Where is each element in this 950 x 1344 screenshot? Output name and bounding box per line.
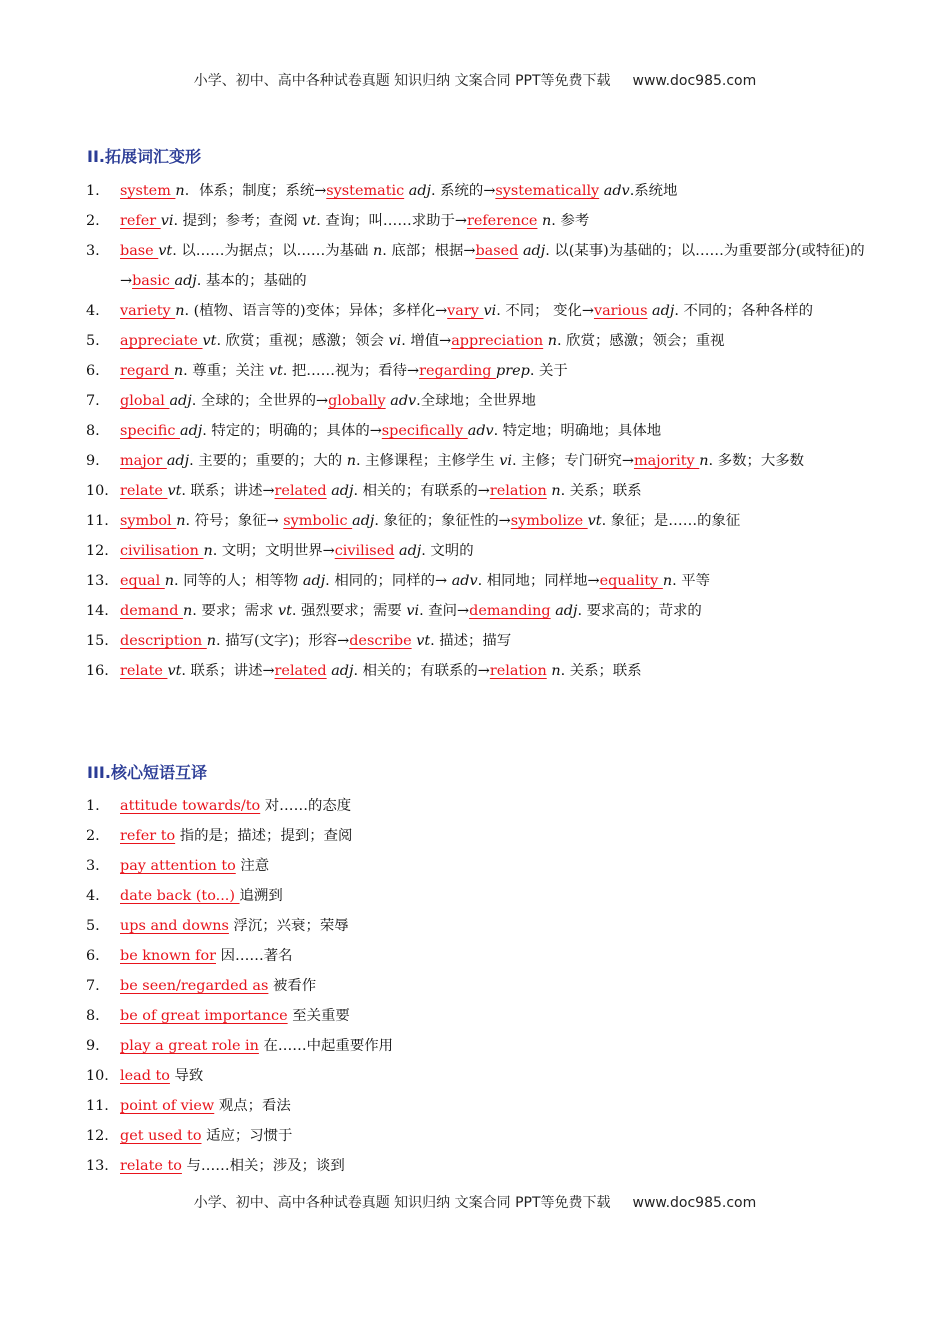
definition-text: . 强烈要求；需要	[291, 603, 407, 619]
definition-text: . 相关的；有联系的→	[353, 483, 490, 499]
item-number: 10.	[86, 483, 109, 499]
definition-text: . 提到；参考；查阅	[173, 213, 303, 229]
part-of-speech: adj	[180, 423, 203, 439]
vocab-item	[0, 206, 950, 236]
definition-text: . 文明的	[421, 543, 474, 559]
definition-text: . 全球的；全世界的→	[191, 393, 329, 409]
definition-text: ．体系；制度；系统→	[184, 183, 327, 199]
part-of-speech: vi	[160, 213, 174, 229]
answer-word: appreciation	[451, 333, 544, 349]
part-of-speech: n	[175, 303, 185, 319]
answer-phrase: date back (to...)	[120, 888, 240, 904]
phrase-item	[0, 1001, 950, 1031]
vocab-item	[0, 596, 950, 626]
item-number: 9.	[86, 453, 100, 469]
vocab-item	[0, 386, 950, 416]
header-url[interactable]: www.doc985.com	[632, 73, 757, 89]
phrase-meaning: 对……的态度	[260, 798, 352, 814]
item-number: 1.	[86, 798, 100, 814]
phrase-item	[0, 1061, 950, 1091]
definition-text: . 关系；联系	[560, 663, 642, 679]
part-of-speech: adj	[169, 393, 192, 409]
answer-word: variety	[120, 303, 176, 319]
answer-word: systematically	[495, 183, 600, 199]
item-number: 8.	[86, 1008, 100, 1024]
answer-word: refer	[120, 213, 161, 229]
answer-word: civilisation	[120, 543, 204, 559]
section-title-vocabulary: II.拓展词汇变形	[87, 147, 201, 166]
answer-word: relate	[120, 483, 168, 499]
item-number: 3.	[86, 243, 100, 259]
phrase-meaning: 观点；看法	[214, 1098, 291, 1114]
definition-text: . 文明；文明世界→	[212, 543, 335, 559]
part-of-speech: vt	[167, 483, 182, 499]
definition-text: . 相同的；同样的→	[325, 573, 452, 589]
answer-word: demand	[120, 603, 184, 619]
answer-phrase: be known for	[120, 948, 216, 964]
part-of-speech: adj	[408, 183, 431, 199]
answer-word: symbol	[120, 513, 177, 529]
phrase-meaning: 导致	[169, 1068, 204, 1084]
answer-phrase: be seen/regarded as	[120, 978, 269, 994]
item-number: 14.	[86, 603, 109, 619]
answer-phrase: relate to	[120, 1158, 182, 1174]
definition-text: . 不同； 变化→	[496, 303, 594, 319]
part-of-speech: vt	[202, 333, 217, 349]
answer-word: appreciate	[120, 333, 203, 349]
phrase-item	[0, 971, 950, 1001]
item-number: 5.	[86, 333, 100, 349]
phrase-meaning: 注意	[235, 858, 270, 874]
definition-text: . 象征；是……的象征	[601, 513, 741, 529]
definition-text: . 同等的人；相等物	[174, 573, 303, 589]
answer-word: related	[274, 483, 327, 499]
part-of-speech: vi	[483, 303, 497, 319]
item-number: 6.	[86, 948, 100, 964]
vocab-item	[0, 326, 950, 356]
answer-word: major	[120, 453, 167, 469]
part-of-speech: n	[547, 333, 558, 349]
part-of-speech: n	[173, 363, 184, 379]
phrase-item	[0, 941, 950, 971]
part-of-speech: n	[183, 603, 193, 619]
answer-word: based	[475, 243, 519, 259]
part-of-speech: vt	[268, 363, 283, 379]
definition-text: . 相同地；同样地→	[477, 573, 600, 589]
part-of-speech: n	[551, 663, 561, 679]
phrase-item	[0, 1091, 950, 1121]
definition-text: . 主要的；重要的；大的	[189, 453, 347, 469]
phrase-meaning: 适应；习惯于	[201, 1128, 293, 1144]
vocab-item	[0, 296, 950, 326]
vocab-item	[0, 536, 950, 566]
part-of-speech: vt	[158, 243, 173, 259]
phrase-item	[0, 1151, 950, 1181]
definition-text: . 主修课程；主修学生	[356, 453, 500, 469]
answer-word: related	[274, 663, 327, 679]
part-of-speech: adj	[399, 543, 422, 559]
vocab-item	[0, 356, 950, 386]
item-number: 4.	[86, 303, 100, 319]
vocab-item	[0, 446, 950, 476]
answer-word: describe	[349, 633, 412, 649]
phrase-meaning: 因……著名	[216, 948, 293, 964]
definition-text: . 联系；讲述→	[181, 663, 275, 679]
phrase-meaning: 追溯到	[239, 888, 283, 904]
vocab-item	[0, 626, 950, 656]
answer-word: civilised	[334, 543, 395, 559]
part-of-speech: n	[551, 483, 561, 499]
definition-text: . 增值→	[401, 333, 452, 349]
answer-word: systematic	[326, 183, 405, 199]
part-of-speech: adv	[390, 393, 417, 409]
vocab-item	[0, 656, 950, 686]
item-number: 4.	[86, 888, 100, 904]
vocab-item	[0, 506, 950, 536]
definition-text: . 以……为据点；以……为基础	[172, 243, 374, 259]
part-of-speech: n	[346, 453, 356, 469]
part-of-speech: adj	[302, 573, 326, 589]
part-of-speech: adj	[174, 273, 197, 289]
definition-text: . 平等	[672, 573, 711, 589]
answer-word: specific	[120, 423, 181, 439]
answer-phrase: play a great role in	[120, 1038, 259, 1054]
item-number: 13.	[86, 1158, 109, 1174]
definition-text: . 尊重；关注	[183, 363, 269, 379]
phrase-meaning: 在……中起重要作用	[258, 1038, 393, 1054]
part-of-speech: adj	[331, 663, 354, 679]
definition-text: . 特定的；明确的；具体的→	[202, 423, 382, 439]
answer-word: vary	[447, 303, 484, 319]
answer-word: demanding	[469, 603, 551, 619]
definition-text: . 关系；联系	[560, 483, 642, 499]
phrase-item	[0, 791, 950, 821]
answer-phrase: be of great importance	[120, 1008, 288, 1024]
part-of-speech: adv	[467, 423, 494, 439]
vocabulary-list	[0, 176, 950, 686]
item-number: 10.	[86, 1068, 109, 1084]
phrase-list	[0, 791, 950, 1181]
item-number: 12.	[86, 543, 109, 559]
item-number: 3.	[86, 858, 100, 874]
part-of-speech: prep	[496, 363, 530, 379]
answer-word: relation	[489, 663, 547, 679]
part-of-speech: n	[373, 243, 383, 259]
definition-text: . 不同的；各种各样的	[674, 303, 813, 319]
definition-text: . 描写(文字)；形容→	[216, 633, 350, 649]
item-number: 11.	[86, 513, 109, 529]
part-of-speech: vi	[406, 603, 420, 619]
answer-phrase: refer to	[120, 828, 176, 844]
part-of-speech: vt	[416, 633, 431, 649]
definition-text: .系统地	[629, 183, 678, 199]
vocab-item	[0, 176, 950, 206]
part-of-speech: vt	[587, 513, 602, 529]
page-header	[0, 70, 950, 90]
answer-word: base	[120, 243, 159, 259]
item-number: 2.	[86, 213, 100, 229]
part-of-speech: n	[164, 573, 175, 589]
part-of-speech: vt	[277, 603, 292, 619]
answer-word: equal	[120, 573, 165, 589]
part-of-speech: vt	[302, 213, 317, 229]
definition-text: . 欣赏；感激；领会；重视	[557, 333, 725, 349]
answer-phrase: get used to	[120, 1128, 202, 1144]
definition-text: . 描述；描写	[430, 633, 512, 649]
phrase-meaning: 与……相关；涉及；谈到	[181, 1158, 345, 1174]
definition-text: . 联系；讲述→	[181, 483, 275, 499]
definition-text: . 符号；象征→	[185, 513, 284, 529]
definition-text: . 以(某事)为基础的；以……为重要部分(或特征)的→	[120, 243, 865, 289]
part-of-speech: vi	[388, 333, 402, 349]
item-number: 1.	[86, 183, 100, 199]
phrase-item	[0, 851, 950, 881]
answer-phrase: point of view	[120, 1098, 215, 1114]
phrase-meaning: 被看作	[268, 978, 317, 994]
phrase-item	[0, 1121, 950, 1151]
answer-word: majority	[633, 453, 700, 469]
answer-word: symbolize	[510, 513, 588, 529]
part-of-speech: n	[662, 573, 673, 589]
item-number: 7.	[86, 393, 100, 409]
answer-phrase: pay attention to	[120, 858, 236, 874]
part-of-speech: n	[699, 453, 709, 469]
answer-phrase: lead to	[120, 1068, 170, 1084]
part-of-speech: n	[175, 183, 185, 199]
section-title-phrases: III.核心短语互译	[87, 763, 207, 782]
part-of-speech: n	[176, 513, 186, 529]
phrase-item	[0, 911, 950, 941]
part-of-speech: n	[203, 543, 213, 559]
definition-text: . 参考	[551, 213, 590, 229]
definition-text: . 多数；大多数	[708, 453, 805, 469]
definition-text: . 关于	[529, 363, 568, 379]
definition-text: . 特定地；明确地；具体地	[493, 423, 662, 439]
item-number: 16.	[86, 663, 109, 679]
answer-word: various	[593, 303, 648, 319]
item-number: 7.	[86, 978, 100, 994]
header-text: 小学、初中、高中各种试卷真题 知识归纳 文案合同 PPT等免费下载	[193, 73, 611, 89]
definition-text: . 把……视为；看待→	[282, 363, 420, 379]
item-number: 15.	[86, 633, 109, 649]
answer-word: regarding	[419, 363, 497, 379]
definition-text: . 查问→	[419, 603, 470, 619]
part-of-speech: vi	[499, 453, 512, 469]
phrase-item	[0, 821, 950, 851]
definition-text: .全球地；全世界地	[416, 393, 536, 409]
definition-text: . 要求；需求	[192, 603, 278, 619]
footer-text: 小学、初中、高中各种试卷真题 知识归纳 文案合同 PPT等免费下载	[193, 1195, 611, 1211]
item-number: 9.	[86, 1038, 100, 1054]
answer-phrase: ups and downs	[120, 918, 229, 934]
phrase-meaning: 至关重要	[287, 1008, 350, 1024]
item-number: 12.	[86, 1128, 109, 1144]
definition-text: . 象征的；象征性的→	[374, 513, 511, 529]
part-of-speech: adj	[652, 303, 675, 319]
answer-word: reference	[466, 213, 538, 229]
item-number: 8.	[86, 423, 100, 439]
definition-text: . 要求高的；苛求的	[577, 603, 702, 619]
part-of-speech: adj	[522, 243, 546, 259]
part-of-speech: adj	[352, 513, 375, 529]
definition-text: . 欣赏；重视；感激；领会	[216, 333, 389, 349]
part-of-speech: vt	[167, 663, 182, 679]
vocab-item	[0, 566, 950, 596]
definition-text: . 底部；根据→	[382, 243, 476, 259]
vocab-item	[0, 416, 950, 446]
part-of-speech: adj	[555, 603, 578, 619]
phrase-meaning: 指的是；描述；提到；查阅	[175, 828, 353, 844]
vocab-item	[0, 476, 950, 506]
phrase-item	[0, 1031, 950, 1061]
vocab-item	[0, 236, 950, 296]
definition-text: . 基本的；基础的	[196, 273, 307, 289]
answer-word: global	[120, 393, 170, 409]
answer-word: system	[120, 183, 176, 199]
item-number: 2.	[86, 828, 100, 844]
answer-word: relation	[489, 483, 547, 499]
answer-word: regard	[120, 363, 174, 379]
phrase-item	[0, 881, 950, 911]
definition-text: . 主修；专门研究→	[511, 453, 634, 469]
item-number: 5.	[86, 918, 100, 934]
part-of-speech: n	[206, 633, 217, 649]
answer-word: description	[120, 633, 207, 649]
answer-word: symbolic	[283, 513, 353, 529]
definition-text: . 查询；叫……求助于→	[316, 213, 467, 229]
item-number: 6.	[86, 363, 100, 379]
definition-text: . 相关的；有联系的→	[353, 663, 490, 679]
phrase-meaning: 浮沉；兴衰；荣辱	[228, 918, 349, 934]
part-of-speech: adj	[331, 483, 354, 499]
answer-word: equality	[599, 573, 663, 589]
page-footer	[0, 1192, 950, 1212]
answer-word: globally	[328, 393, 386, 409]
item-number: 11.	[86, 1098, 109, 1114]
footer-url[interactable]: www.doc985.com	[632, 1195, 757, 1211]
item-number: 13.	[86, 573, 109, 589]
part-of-speech: adv	[603, 183, 630, 199]
part-of-speech: adj	[166, 453, 190, 469]
part-of-speech: adv	[451, 573, 478, 589]
definition-text: . 系统的→	[431, 183, 496, 199]
answer-word: relate	[120, 663, 168, 679]
answer-word: specifically	[381, 423, 468, 439]
definition-text: . (植物、语言等的)变体；异体；多样化→	[184, 303, 448, 319]
part-of-speech: n	[542, 213, 552, 229]
answer-word: basic	[132, 273, 175, 289]
answer-phrase: attitude towards/to	[120, 798, 261, 814]
